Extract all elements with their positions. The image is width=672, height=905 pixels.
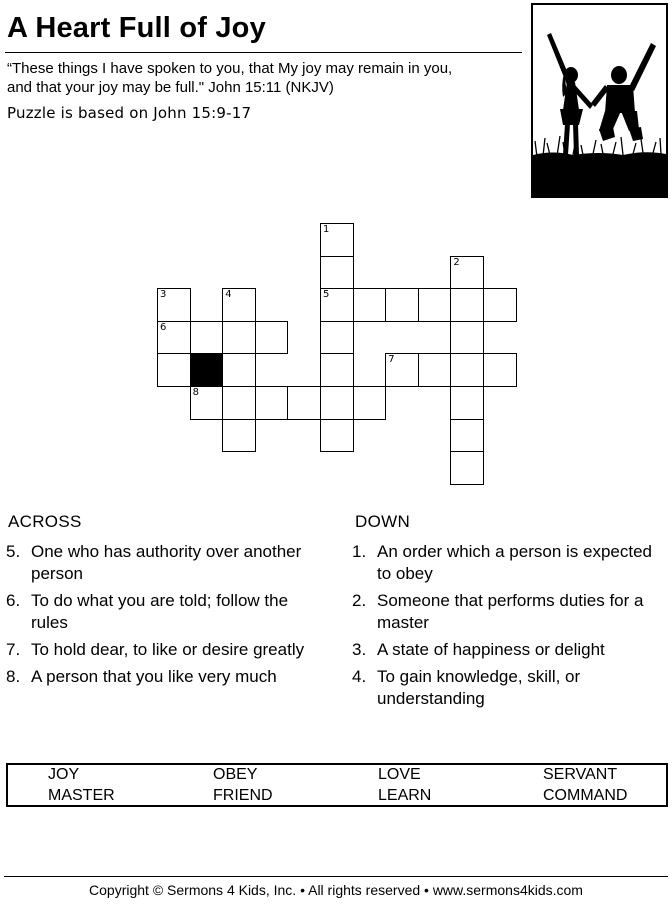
grid-cell[interactable] <box>222 353 256 387</box>
clue-text: Someone that performs duties for a master <box>377 591 644 632</box>
grid-cell[interactable] <box>320 256 354 290</box>
clue-number: 4. <box>352 667 367 686</box>
clue-number-label: 2 <box>453 256 460 268</box>
grid-cell[interactable] <box>450 386 484 420</box>
grid-cell[interactable] <box>320 353 354 387</box>
grid-cell[interactable] <box>385 288 419 322</box>
title-divider <box>5 52 522 53</box>
grid-cell[interactable] <box>450 353 484 387</box>
word-bank-item: OBEY <box>213 766 258 783</box>
clue-item <box>352 666 662 710</box>
scripture-verse <box>7 59 527 97</box>
grid-cell[interactable] <box>287 386 321 420</box>
clue-text: To hold dear, to like or desire greatly <box>31 640 305 659</box>
clue-item <box>6 666 316 688</box>
grid-cell[interactable] <box>222 419 256 453</box>
clue-number-label: 1 <box>323 224 330 235</box>
grid-cell[interactable] <box>190 321 224 355</box>
clue-number: 8. <box>6 667 21 686</box>
grid-cell[interactable] <box>450 419 484 453</box>
clue-number-label: 4 <box>225 289 232 301</box>
clue-number-label: 5 <box>323 289 330 301</box>
word-bank-item: MASTER <box>48 787 115 804</box>
clue-number-label: 3 <box>160 289 167 301</box>
clue-number: 5. <box>6 542 21 561</box>
page-title: A Heart Full of Joy <box>7 12 266 44</box>
grid-cell[interactable] <box>222 321 256 355</box>
grid-cell[interactable] <box>418 288 452 322</box>
copyright-footer: Copyright © Sermons 4 Kids, Inc. • All rights reserved • www.sermons4kids.com <box>89 882 583 898</box>
word-bank-item: COMMAND <box>543 787 628 804</box>
across-clues <box>6 541 316 693</box>
clue-item <box>6 590 316 634</box>
word-bank-item: SERVANT <box>543 766 618 783</box>
grid-cell[interactable] <box>190 386 224 420</box>
clue-item <box>352 541 662 585</box>
clue-number: 7. <box>6 640 21 659</box>
grid-cell[interactable] <box>157 353 191 387</box>
clue-number: 6. <box>6 591 21 610</box>
clue-item <box>6 639 316 661</box>
verse-line-1: “These things I have spoken to you, that My joy may remain in you, <box>7 60 453 77</box>
across-heading: ACROSS <box>8 512 82 531</box>
clue-text: An order which a person is expected to obey <box>377 542 652 583</box>
clue-number-label: 8 <box>192 387 199 398</box>
grid-cell[interactable] <box>320 321 354 355</box>
blocked-cell <box>190 353 224 387</box>
word-bank-item: LOVE <box>378 766 421 783</box>
grid-cell[interactable] <box>483 288 517 322</box>
grid-cell[interactable] <box>255 386 289 420</box>
puzzle-basis: Puzzle is based on John 15:9-17 <box>7 104 252 122</box>
grid-cell[interactable] <box>483 353 517 387</box>
word-bank-item: JOY <box>48 766 80 783</box>
grid-cell[interactable] <box>450 288 484 322</box>
clue-number-label: 6 <box>160 321 167 333</box>
clue-text: To do what you are told; follow the rules <box>31 591 289 632</box>
word-bank-item: FRIEND <box>213 787 273 804</box>
clue-number: 3. <box>352 640 367 659</box>
word-bank <box>6 763 668 807</box>
grid-cell[interactable] <box>418 353 452 387</box>
grid-cell[interactable] <box>320 386 354 420</box>
grid-cell[interactable] <box>320 419 354 453</box>
clue-item <box>352 639 662 661</box>
down-clues <box>352 541 662 715</box>
grid-cell[interactable] <box>320 223 354 257</box>
grid-cell[interactable] <box>385 353 419 387</box>
illustration-frame <box>531 3 668 198</box>
clue-number: 2. <box>352 591 367 610</box>
clue-number: 1. <box>352 542 367 561</box>
grid-cell[interactable] <box>255 321 289 355</box>
clue-text: A state of happiness or delight <box>377 640 605 659</box>
grid-cell[interactable] <box>157 321 191 355</box>
grid-cell[interactable] <box>222 386 256 420</box>
footer-divider <box>4 876 668 877</box>
clue-item <box>6 541 316 585</box>
grid-cell[interactable] <box>450 321 484 355</box>
grid-cell[interactable] <box>353 288 387 322</box>
clue-text: One who has authority over another person <box>31 542 302 583</box>
grid-cell[interactable] <box>157 288 191 322</box>
grid-cell[interactable] <box>353 386 387 420</box>
down-heading: DOWN <box>355 512 411 531</box>
clue-number-label: 7 <box>388 354 395 366</box>
grid-cell[interactable] <box>450 256 484 290</box>
clue-text: To gain knowledge, skill, or understanding <box>377 667 581 708</box>
clue-item <box>352 590 662 634</box>
word-bank-item: LEARN <box>378 787 432 804</box>
clue-text: A person that you like very much <box>31 667 277 686</box>
grid-cell[interactable] <box>320 288 354 322</box>
grid-cell[interactable] <box>222 288 256 322</box>
grid-cell[interactable] <box>450 451 484 485</box>
jumping-silhouettes-icon <box>533 5 666 196</box>
verse-line-2: and that your joy may be full." John 15:11 (NKJV) <box>7 79 334 96</box>
